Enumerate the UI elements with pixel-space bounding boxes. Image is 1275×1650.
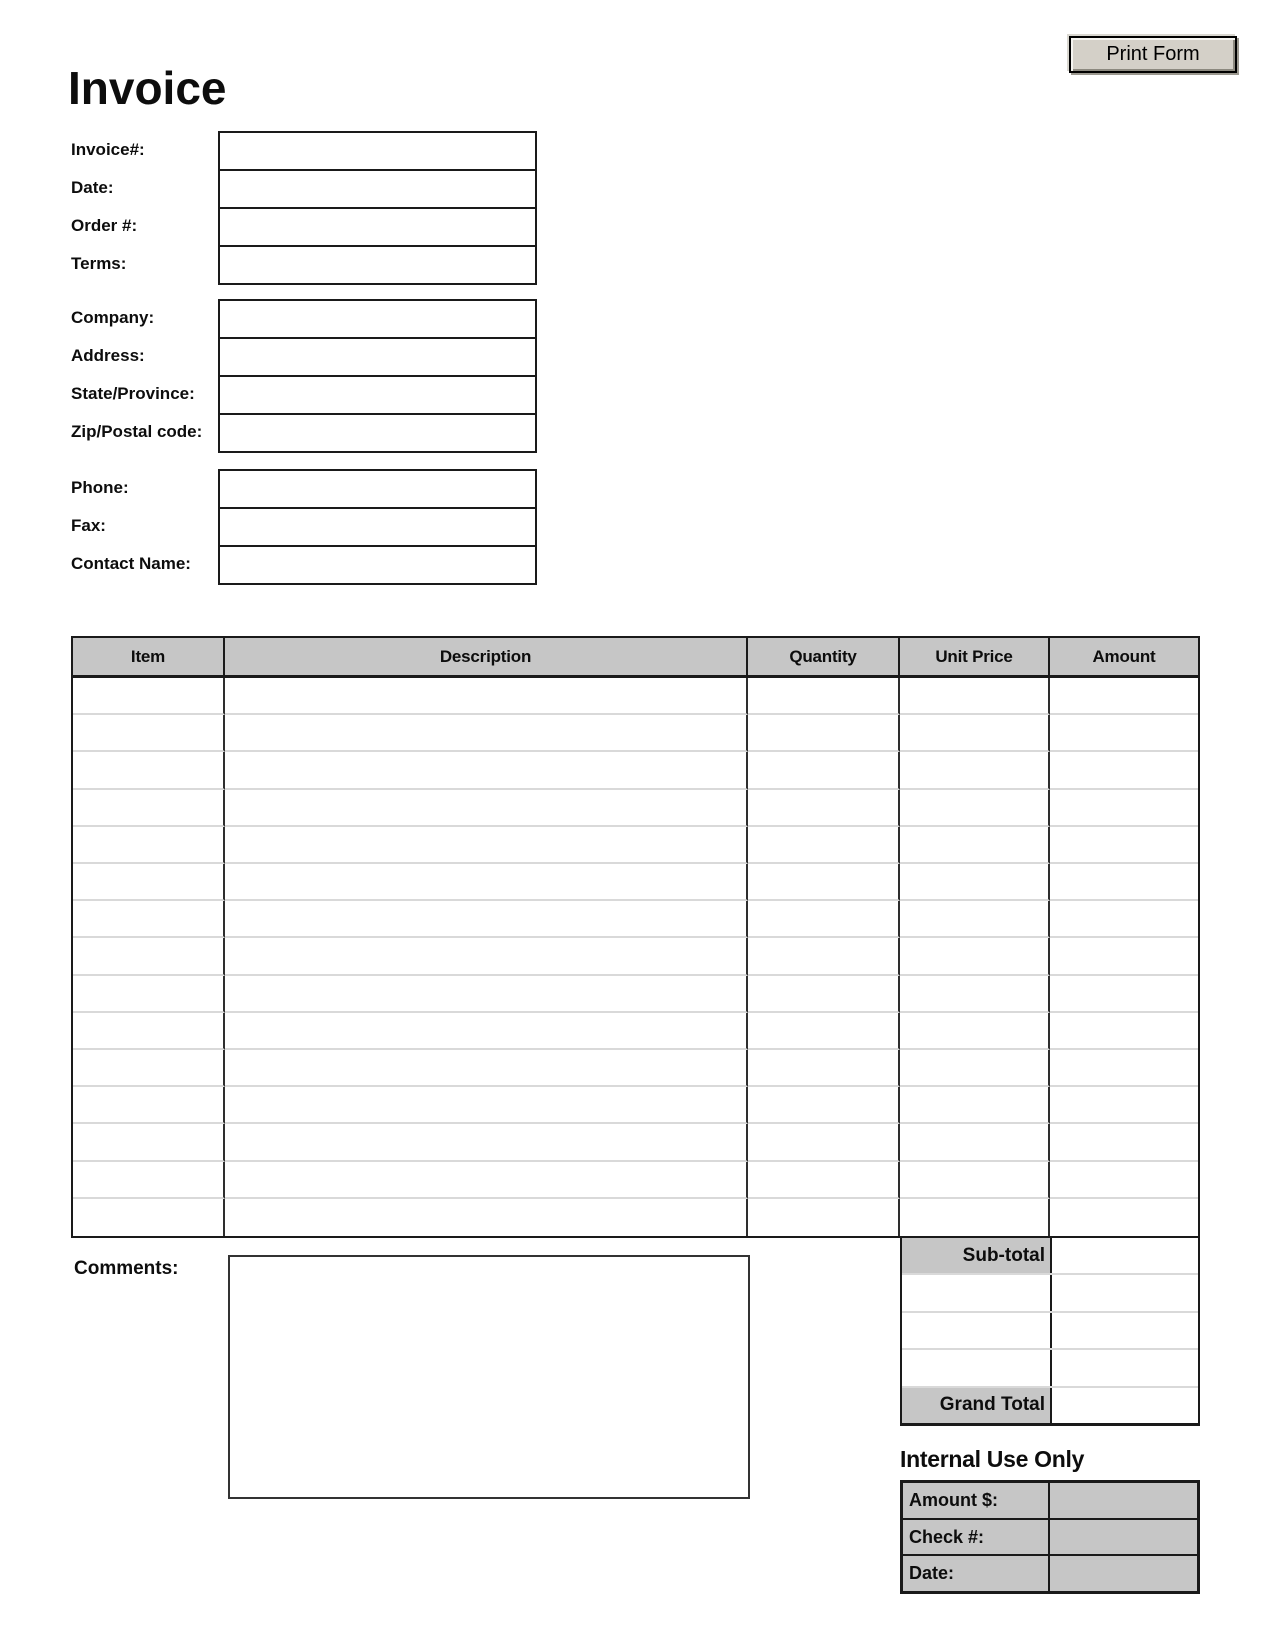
grand-total-value-cell[interactable] [1052, 1388, 1198, 1423]
internal-amount-row [903, 1483, 1197, 1518]
subtotal-label-cell: Sub-total [902, 1238, 1052, 1273]
item-cell-description[interactable] [225, 938, 748, 975]
item-cell-amount[interactable] [1050, 901, 1198, 938]
item-row [73, 678, 1198, 715]
order-number-input[interactable] [220, 209, 535, 247]
comments-label: Comments: [74, 1258, 179, 1279]
internal-date-value-cell[interactable] [1050, 1556, 1197, 1591]
terms-input[interactable] [220, 247, 535, 283]
item-cell-description[interactable] [225, 901, 748, 938]
item-cell-description[interactable] [225, 790, 748, 827]
item-cell-description[interactable] [225, 1087, 748, 1124]
internal-check-value-cell[interactable] [1050, 1520, 1197, 1555]
item-cell-description[interactable] [225, 1199, 748, 1236]
item-row [73, 790, 1198, 827]
summary-blank-row [902, 1311, 1198, 1348]
item-cell-amount[interactable] [1050, 1162, 1198, 1199]
item-cell-item[interactable] [73, 752, 225, 789]
summary-blank-value-cell[interactable] [1052, 1350, 1198, 1385]
item-row [73, 1050, 1198, 1087]
company-input[interactable] [220, 301, 535, 339]
address-label: Address: [71, 346, 145, 365]
item-cell-item[interactable] [73, 1087, 225, 1124]
item-cell-item[interactable] [73, 976, 225, 1013]
item-cell-unit-price[interactable] [900, 1162, 1050, 1199]
items-table-header [73, 638, 1198, 678]
item-cell-description[interactable] [225, 715, 748, 752]
phone-input[interactable] [220, 471, 535, 509]
item-cell-quantity[interactable] [748, 1162, 900, 1199]
item-cell-quantity[interactable] [748, 1013, 900, 1050]
internal-amount-label: Amount $: [903, 1483, 1050, 1518]
column-header-description: Description [225, 638, 748, 675]
item-cell-item[interactable] [73, 790, 225, 827]
item-cell-item[interactable] [73, 678, 225, 715]
internal-amount-value-cell[interactable] [1050, 1483, 1197, 1518]
item-cell-description[interactable] [225, 678, 748, 715]
summary-blank-value-cell[interactable] [1052, 1275, 1198, 1310]
summary-blank-row [902, 1348, 1198, 1385]
date-input[interactable] [220, 171, 535, 209]
item-cell-quantity[interactable] [748, 790, 900, 827]
item-cell-item[interactable] [73, 1050, 225, 1087]
summary-blank-row [902, 1273, 1198, 1310]
summary-block [900, 1238, 1200, 1426]
item-row [73, 976, 1198, 1013]
order-number-label: Order #: [71, 216, 138, 235]
item-cell-quantity[interactable] [748, 715, 900, 752]
item-cell-amount[interactable] [1050, 1087, 1198, 1124]
item-cell-amount[interactable] [1050, 938, 1198, 975]
fax-label: Fax: [71, 516, 106, 535]
page-title: Invoice [68, 62, 227, 114]
item-cell-amount[interactable] [1050, 1050, 1198, 1087]
internal-check-row [903, 1518, 1197, 1555]
column-header-amount: Amount [1092, 646, 1156, 666]
zip-postal-code-label: Zip/Postal code: [71, 422, 203, 441]
item-cell-quantity[interactable] [748, 752, 900, 789]
fax-input[interactable] [220, 509, 535, 547]
item-cell-unit-price[interactable] [900, 1050, 1050, 1087]
items-table-body [73, 678, 1198, 1236]
summary-blank-label-cell [902, 1275, 1052, 1310]
item-cell-description[interactable] [225, 1050, 748, 1087]
item-cell-quantity[interactable] [748, 678, 900, 715]
phone-label: Phone: [71, 478, 129, 497]
item-cell-item[interactable] [73, 1124, 225, 1161]
contact-info-inputs [218, 469, 537, 585]
item-cell-quantity[interactable] [748, 1199, 900, 1236]
item-row [73, 1013, 1198, 1050]
internal-use-table [900, 1480, 1200, 1594]
item-cell-unit-price[interactable] [900, 752, 1050, 789]
address-input[interactable] [220, 339, 535, 377]
item-cell-amount[interactable] [1050, 1013, 1198, 1050]
item-cell-item[interactable] [73, 901, 225, 938]
item-cell-item[interactable] [73, 715, 225, 752]
item-cell-quantity[interactable] [748, 1124, 900, 1161]
company-info-group [71, 299, 537, 453]
items-table [71, 636, 1200, 1238]
internal-date-label: Date: [903, 1556, 1050, 1591]
item-cell-item[interactable] [73, 864, 225, 901]
item-cell-item[interactable] [73, 827, 225, 864]
summary-blank-label-cell [902, 1313, 1052, 1348]
item-cell-quantity[interactable] [748, 827, 900, 864]
item-cell-unit-price[interactable] [900, 1199, 1050, 1236]
item-row [73, 864, 1198, 901]
internal-date-row [903, 1554, 1197, 1591]
subtotal-value-cell[interactable] [1052, 1238, 1198, 1273]
item-cell-item[interactable] [73, 1013, 225, 1050]
item-row [73, 938, 1198, 975]
item-cell-unit-price[interactable] [900, 1124, 1050, 1161]
company-info-inputs [218, 299, 537, 453]
summary-blank-value-cell[interactable] [1052, 1313, 1198, 1348]
item-cell-unit-price[interactable] [900, 827, 1050, 864]
item-row [73, 715, 1198, 752]
item-cell-unit-price[interactable] [900, 1013, 1050, 1050]
invoice-number-input[interactable] [220, 133, 535, 171]
column-header-item: Item [73, 638, 225, 675]
item-cell-unit-price[interactable] [900, 864, 1050, 901]
item-cell-quantity[interactable] [748, 901, 900, 938]
item-cell-description[interactable] [225, 827, 748, 864]
item-cell-amount[interactable] [1050, 715, 1198, 752]
internal-use-heading: Internal Use Only [900, 1446, 1085, 1472]
state-province-input[interactable] [220, 377, 535, 415]
grand-total-row [902, 1386, 1198, 1423]
item-cell-amount[interactable] [1050, 1124, 1198, 1161]
zip-postal-code-input[interactable] [220, 415, 535, 451]
item-row [73, 827, 1198, 864]
item-cell-amount[interactable] [1050, 790, 1198, 827]
item-cell-amount[interactable] [1050, 827, 1198, 864]
item-cell-unit-price[interactable] [900, 678, 1050, 715]
invoice-number-label: Invoice#: [71, 140, 145, 159]
subtotal-row [902, 1238, 1198, 1273]
column-header-quantity: Quantity [748, 638, 900, 675]
item-cell-quantity[interactable] [748, 1087, 900, 1124]
item-row [73, 901, 1198, 938]
item-cell-description[interactable] [225, 1013, 748, 1050]
item-cell-unit-price[interactable] [900, 976, 1050, 1013]
print-form-button[interactable] [1069, 36, 1237, 73]
item-cell-description[interactable] [225, 1162, 748, 1199]
item-cell-unit-price[interactable] [900, 715, 1050, 752]
item-cell-amount[interactable] [1050, 864, 1198, 901]
item-row [73, 1199, 1198, 1236]
contact-name-label: Contact Name: [71, 554, 191, 573]
grand-total-label-cell: Grand Total [902, 1388, 1052, 1423]
item-cell-quantity[interactable] [748, 1050, 900, 1087]
item-cell-description[interactable] [225, 752, 748, 789]
summary-blank-label-cell [902, 1350, 1052, 1385]
item-row [73, 752, 1198, 789]
contact-name-input[interactable] [220, 547, 535, 583]
internal-check-label: Check #: [903, 1520, 1050, 1555]
item-row [73, 1124, 1198, 1161]
item-row [73, 1087, 1198, 1124]
date-label: Date: [71, 178, 114, 197]
item-cell-quantity[interactable] [748, 864, 900, 901]
print-form-button-label: Print Form [1106, 43, 1200, 65]
invoice-meta-inputs [218, 131, 537, 285]
item-cell-quantity[interactable] [748, 976, 900, 1013]
item-cell-unit-price[interactable] [900, 1087, 1050, 1124]
item-cell-unit-price[interactable] [900, 901, 1050, 938]
company-info-labels [71, 299, 218, 453]
item-cell-amount[interactable] [1050, 752, 1198, 789]
item-cell-amount[interactable] [1050, 976, 1198, 1013]
item-cell-item[interactable] [73, 1162, 225, 1199]
state-province-label: State/Province: [71, 384, 195, 403]
company-label: Company: [71, 308, 155, 327]
invoice-meta-labels [71, 131, 218, 285]
item-cell-item[interactable] [73, 1199, 225, 1236]
item-cell-description[interactable] [225, 864, 748, 901]
item-cell-amount[interactable] [1050, 1199, 1198, 1236]
contact-info-group [71, 469, 537, 585]
contact-info-labels [71, 469, 218, 585]
item-cell-description[interactable] [225, 1124, 748, 1161]
item-cell-quantity[interactable] [748, 938, 900, 975]
invoice-meta-group [71, 131, 537, 285]
item-cell-item[interactable] [73, 938, 225, 975]
item-cell-description[interactable] [225, 976, 748, 1013]
column-header-unit-price: Unit Price [900, 638, 1050, 675]
item-cell-amount[interactable] [1050, 678, 1198, 715]
item-cell-unit-price[interactable] [900, 938, 1050, 975]
terms-label: Terms: [71, 254, 127, 273]
item-cell-unit-price[interactable] [900, 790, 1050, 827]
item-row [73, 1162, 1198, 1199]
comments-input[interactable] [228, 1255, 750, 1499]
